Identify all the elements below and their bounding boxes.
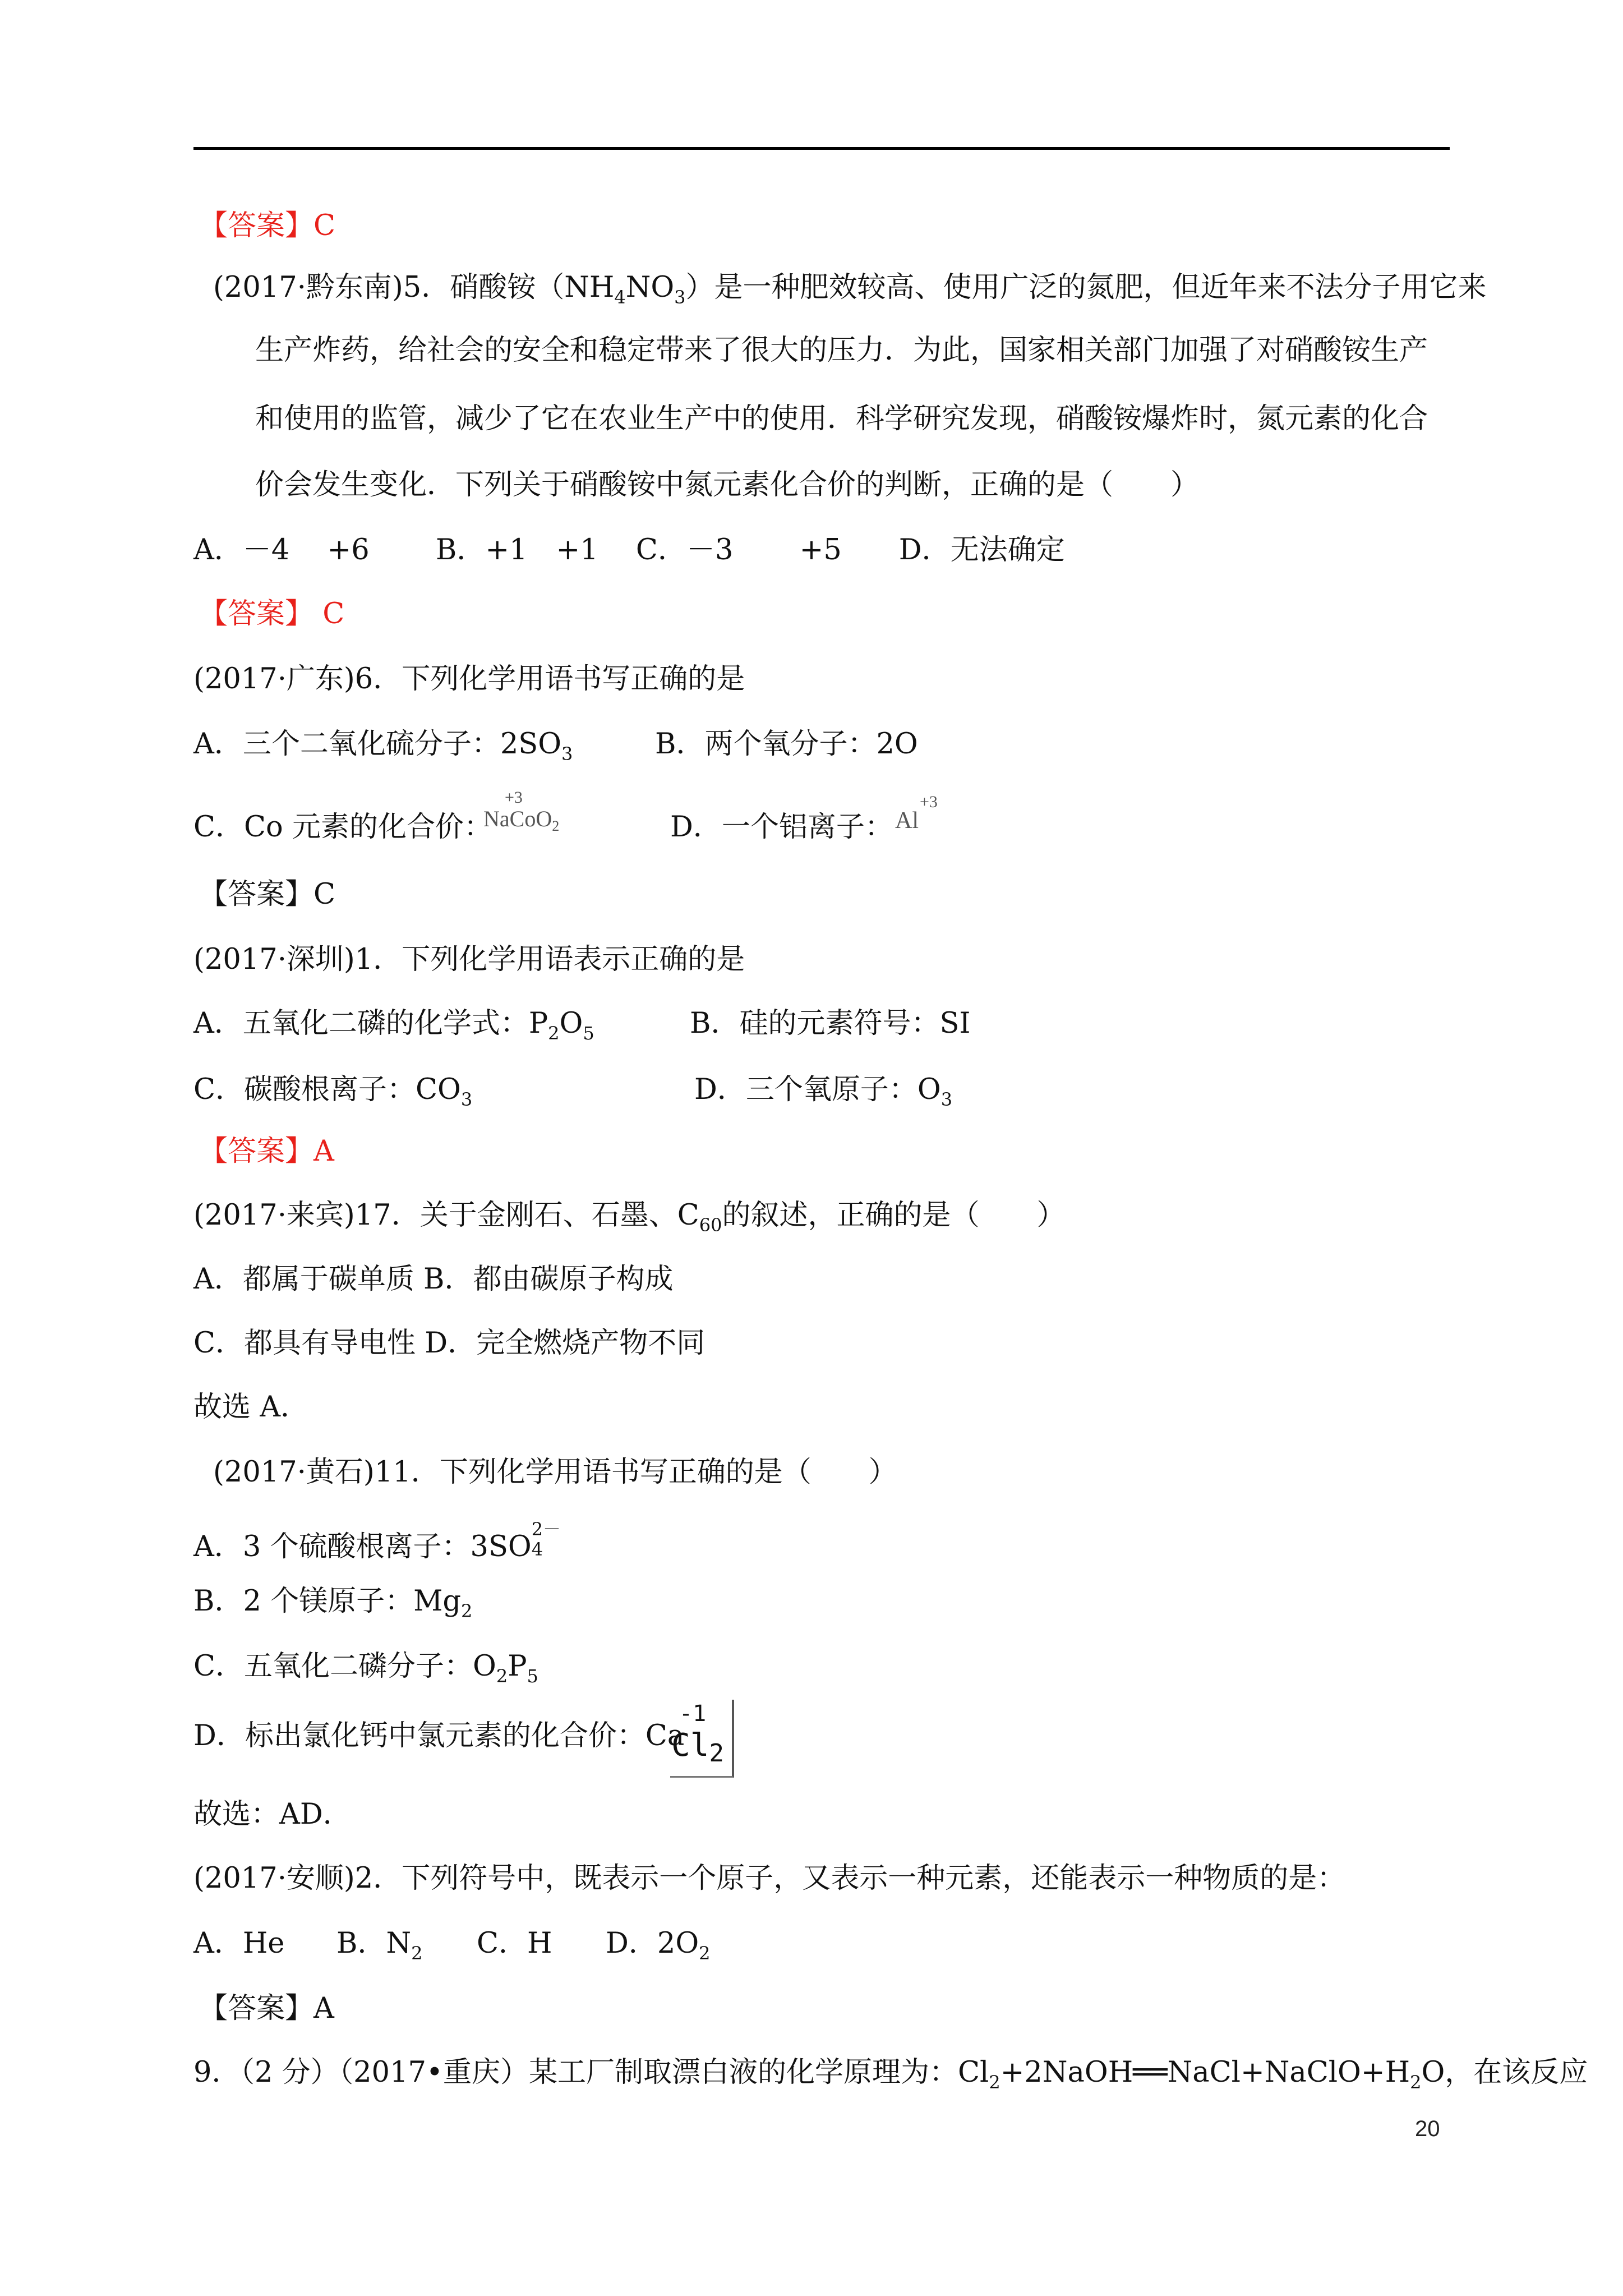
answer-label: 【答案】A — [199, 1992, 334, 2025]
header-rule — [193, 147, 1450, 150]
answer-label: 【答案】 C — [199, 597, 345, 631]
answer-option: A．都属于碳单质 B．都由碳原子构成 — [193, 1263, 674, 1296]
question-stem: (2017·安顺)2．下列符号中，既表示一个原子，又表示一种元素，还能表示一种物质的是： — [193, 1862, 1346, 1895]
question-stem: 价会发生变化．下列关于硝酸铵中氮元素化合价的判断，正确的是（ ） — [255, 468, 1200, 501]
answer-option: B．两个氧分子：2O — [655, 728, 918, 761]
answer-option: B．$N_2$ — [336, 1927, 423, 1964]
answer-label: 【答案】C — [199, 878, 336, 911]
page-number: 20 — [1415, 2116, 1440, 2141]
answer-option: A．五氧化二磷的化学式：$P_2O_5$ — [193, 1007, 594, 1044]
answer-option: D．一个铝离子： — [670, 811, 893, 844]
question-stem: (2017·深圳)1．下列化学用语表示正确的是 — [193, 943, 745, 976]
answer-option: B．硅的元素符号：SI — [690, 1007, 971, 1040]
answer-option: B．2 个镁原子：$Mg_2$ — [193, 1585, 473, 1622]
formula-image-al3: Al +3 — [895, 793, 938, 834]
answer-text: 故选 A． — [193, 1391, 310, 1424]
answer-option: C．Co 元素的化合价： — [193, 811, 492, 844]
formula-image-cacl2: -1 $Cl_2$ — [670, 1700, 734, 1778]
question-stem: 9．（2 分）（2017•重庆）某工厂制取漂白液的化学原理为：$Cl_2+2NaOH══NaCl+NaClO+H_2O$，在该反应 — [193, 2056, 1588, 2093]
question-stem: (2017·黔东南)5．硝酸铵$(NH_4NO_3)$是一种肥效较高、使用广泛的氮肥，但近年来不法分子用它来 — [213, 271, 1487, 308]
answer-option: C．碳酸根离子：$CO_3$ — [193, 1073, 473, 1110]
question-stem: (2017·来宾)17．关于金刚石、石墨、$C_{60}$的叙述，正确的是（ ） — [193, 1199, 1066, 1236]
answer-option: D．标出氯化钙中氯元素的化合价：Ca — [193, 1719, 685, 1752]
question-stem: (2017·黄石)11．下列化学用语书写正确的是（ ） — [213, 1456, 897, 1489]
answer-label: 【答案】C — [199, 209, 336, 242]
question-stem: (2017·广东)6．下列化学用语书写正确的是 — [193, 662, 745, 696]
formula-image-nacoo2: +3 NaCoO$_2$ — [483, 788, 560, 834]
answer-option: C．五氧化二磷分子：$O_2P_5$ — [193, 1650, 538, 1687]
answer-option: D．三个氧原子：$O_3$ — [694, 1073, 953, 1110]
answer-options: A．－4 +6 B．+1 +1 C．－3 +5 D．无法确定 — [193, 533, 1065, 567]
answer-option: D．$2O_2$ — [606, 1927, 711, 1964]
question-stem: 和使用的监管，减少了它在农业生产中的使用．科学研究发现，硝酸铵爆炸时，氮元素的化合 — [255, 402, 1428, 435]
answer-option: A．3 个硫酸根离子：3SO 2－ 4 — [193, 1519, 561, 1563]
answer-text: 故选：AD． — [193, 1798, 352, 1831]
question-stem: 生产炸药，给社会的安全和稳定带来了很大的压力．为此，国家相关部门加强了对硝酸铵生产 — [255, 334, 1428, 367]
answer-option: A．三个二氧化硫分子：$2SO_3$ — [193, 728, 573, 765]
answer-option: A．He — [193, 1927, 285, 1960]
answer-option: C．H — [477, 1927, 552, 1960]
answer-label: 【答案】A — [199, 1135, 334, 1168]
answer-option: C．都具有导电性 D．完全燃烧产物不同 — [193, 1327, 706, 1360]
